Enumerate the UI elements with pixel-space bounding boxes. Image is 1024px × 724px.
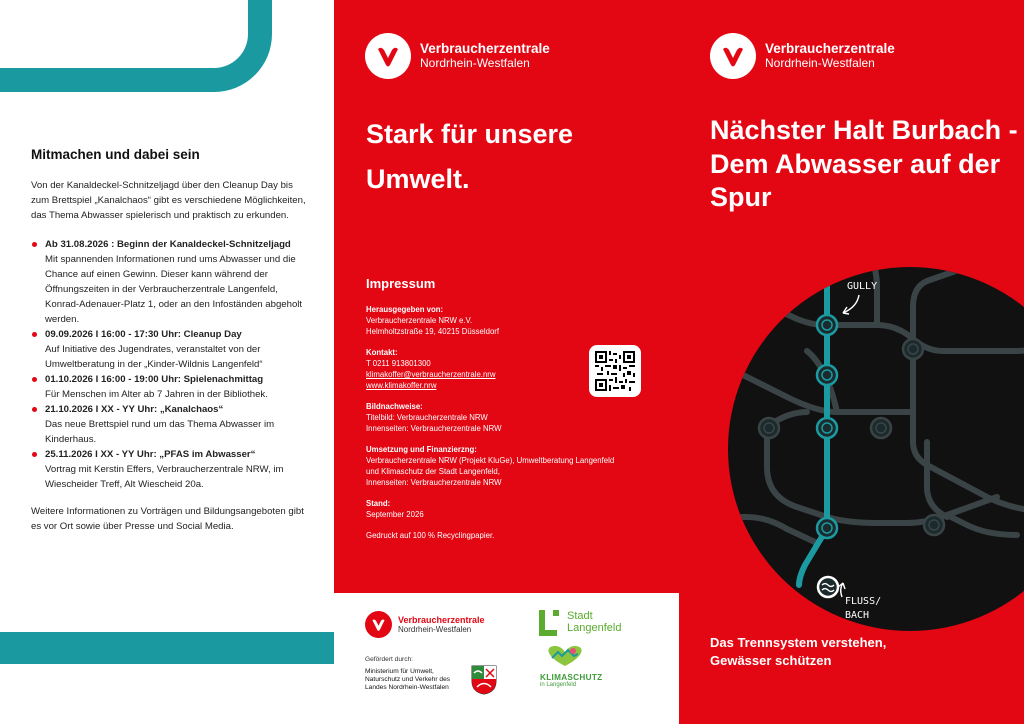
impressum-label: Umsetzung und Finanzierzng:: [366, 445, 477, 454]
left-intro: Von der Kanaldeckel-Schnitzeljagd über den Cleanup Day bis zum Brettspiel „Kanalchaos“ gibt es verschiedene Möglichkeiten, das Thema Abwasser spielerisch und praktisch zu erkunden.: [31, 180, 306, 221]
map-label-gully: GULLY: [847, 281, 878, 292]
klimaschutz-title: KLIMASCHUTZ: [540, 673, 603, 682]
right-panel: [679, 0, 1024, 724]
event-item: [31, 372, 311, 402]
impressum-label: Stand:: [366, 499, 391, 508]
brand-name: Verbraucherzentrale: [765, 41, 895, 56]
cover-title: Nächster Halt Burbach - Dem Abwasser auf der Spur: [710, 115, 1018, 212]
map-label-fluss: FLUSS/: [845, 596, 882, 607]
sponsor-area: [334, 593, 679, 724]
impressum-text: Verbraucherzentrale NRW e.V.: [366, 316, 473, 325]
brand-name: Verbraucherzentrale: [420, 41, 550, 56]
event-list: [31, 237, 311, 492]
impressum-label: Herausgegeben von:: [366, 305, 444, 314]
middle-panel: [334, 0, 679, 593]
impressum-body: [366, 304, 626, 541]
event-title: 25.11.2026 I XX - YY Uhr: „PFAS im Abwasser“: [45, 449, 256, 460]
stadt-langenfeld-logo: [539, 610, 621, 634]
event-text: Das neue Brettspiel rund um das Thema Abwasser im Kinderhaus.: [45, 419, 275, 445]
impressum-text: Titelbild: Verbraucherzentrale NRW: [366, 413, 488, 422]
teal-decoration-top: [0, 0, 272, 92]
sewer-network-map: [727, 267, 1024, 631]
impressum-text: Helmholtzstraße 19, 40215 Düsseldorf: [366, 327, 500, 336]
brand-logo: [365, 33, 550, 79]
brand-name: Verbraucherzentrale: [398, 614, 485, 625]
sponsor-logo-vz: [365, 611, 485, 638]
left-panel: [0, 0, 334, 724]
funded-by-label: Gefördert durch:: [365, 656, 414, 663]
logo-v-icon: [710, 33, 756, 79]
event-title: Ab 31.08.2026 : Beginn der Kanaldeckel-Schnitzeljagd: [45, 239, 291, 250]
impressum-heading: Impressum: [366, 276, 436, 291]
brand-sub: Nordrhein-Westfalen: [398, 624, 472, 634]
impressum-label: Kontakt:: [366, 348, 398, 357]
brand-logo: [710, 33, 895, 79]
logo-v-icon: [365, 33, 411, 79]
cover-subtitle: Das Trennsystem verstehen, Gewässer schützen: [710, 635, 887, 668]
event-text: Auf Initiative des Jugendrates, veranstaltet von der Umweltberatung in der „Kinder-Wildnis Langenfeld“: [45, 344, 263, 370]
brand-sub: Nordrhein-Westfalen: [765, 56, 875, 70]
impressum-text: Verbraucherzentrale NRW (Projekt KluGe), Umweltberatung Langenfeld und Klimaschutz der Stadt Langenfeld,: [366, 456, 615, 476]
klimaschutz-heart-icon: [540, 644, 590, 668]
stadt-label: Stadt: [567, 610, 593, 622]
event-title: 09.09.2026 I 16:00 - 17:30 Uhr: Cleanup Day: [45, 329, 242, 340]
event-title: 21.10.2026 I XX - YY Uhr: „Kanalchaos“: [45, 404, 224, 415]
impressum-text: Innenseiten: Verbraucherzentrale NRW: [366, 478, 502, 487]
stadt-l-icon: [539, 610, 561, 634]
event-text: Mit spannenden Informationen rund ums Abwasser und die Chance auf einen Gewinn. Dieser kann während der Öffnungszeiten in der Verbraucherzentrale Langenfeld, Konrad-Adenauer-Platz 1, oder an den Infoständen abgeholt werden.: [45, 254, 303, 325]
event-text: Vortrag mit Kerstin Effers, Verbraucherzentrale NRW, im Wiescheider Treff, Alt Wiescheid 20a.: [45, 464, 284, 490]
event-text: Für Menschen im Alter ab 7 Jahren in der Bibliothek.: [45, 389, 268, 400]
nrw-coat-of-arms-icon: [471, 665, 497, 695]
email-link[interactable]: klimakoffer@verbraucherzentrale.nrw: [366, 370, 496, 379]
event-item: [31, 327, 311, 372]
impressum-text: September 2026: [366, 510, 424, 519]
left-content: [31, 147, 311, 534]
impressum-label: Bildnachweise:: [366, 402, 423, 411]
klimaschutz-sub: in Langenfeld: [540, 682, 577, 688]
phone-number: T 0211 913801300: [366, 359, 431, 368]
ministry-name: Ministerium für Umwelt, Naturschutz und Verkehr des Landes Nordrhein-Westfalen: [365, 668, 451, 691]
stadt-name: Langenfeld: [567, 622, 622, 634]
left-footer: Weitere Informationen zu Vorträgen und Bildungsangeboten gibt es vor Ort sowie über Presse und Social Media.: [31, 506, 304, 532]
event-item: [31, 447, 311, 492]
event-item: [31, 402, 311, 447]
qr-code-icon[interactable]: [589, 345, 641, 397]
impressum-text: Gedruckt auf 100 % Recyclingpapier.: [366, 531, 495, 540]
middle-title: Stark für unsere Umwelt.: [366, 119, 574, 194]
teal-decoration-bottom: [0, 632, 334, 664]
event-item: [31, 237, 311, 327]
left-heading: Mitmachen und dabei sein: [31, 147, 200, 162]
brand-sub: Nordrhein-Westfalen: [420, 56, 530, 70]
event-title: 01.10.2026 I 16:00 - 19:00 Uhr: Spielenachmittag: [45, 374, 264, 385]
klimaschutz-logo: [540, 644, 620, 688]
impressum-text: Innenseiten: Verbraucherzentrale NRW: [366, 424, 502, 433]
logo-v-icon: [365, 611, 392, 638]
map-label-bach: BACH: [845, 610, 870, 621]
website-link[interactable]: www.klimakoffer.nrw: [366, 381, 437, 390]
